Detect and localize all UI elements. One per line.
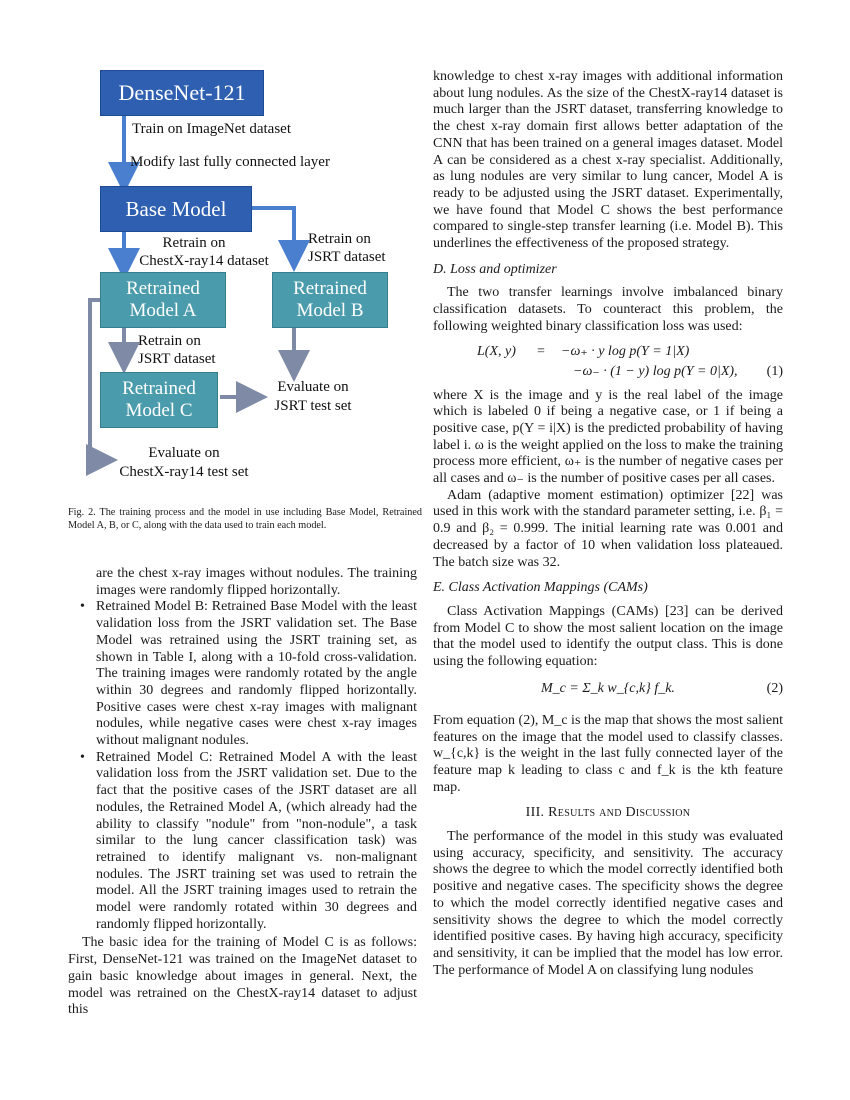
- heading-cams: E. Class Activation Mappings (CAMs): [433, 580, 648, 596]
- paragraph-cams-intro: Class Activation Mappings (CAMs) [23] can be derived from Model C to show the most salient location on the image that the model used to identify the output class. This is done using the following equation:: [433, 603, 783, 670]
- box-retrained-model-a: Retrained Model A: [100, 272, 226, 328]
- equation-1-line2: −ω₋ · (1 − y) log p(Y = 0|X),: [573, 363, 738, 379]
- label-modify-layer: Modify last fully connected layer: [130, 154, 330, 170]
- bullet-model-c-text: Retrained Model C: Retrained Model A with the least validation loss from the JSRT validation set. Due to the fact that the positive cases of the JSRT dataset are all nodules, the Retrained Model A, (which already had the ability to classify "nodule" from "non-nodule", a task similar to the lung cancer classification task) was retrained to identify malignant vs. non-malignant nodules. The JSRT training set was used to retrain the model. All the JSRT training images used to retrain the model were randomly rotated within 30 degrees and randomly flipped horizontally.: [96, 749, 417, 932]
- heading-loss-optimizer: D. Loss and optimizer: [433, 261, 557, 277]
- equation-2-number: (2): [766, 680, 783, 696]
- paragraph-basic-idea: The basic idea for the training of Model C is as follows: First, DenseNet-121 was trained on the ImageNet dataset to gain basic knowledge about images in general. Next, the model was retrained on the ChestX-ray14 dataset to adjust this: [68, 935, 417, 1018]
- right-column: [433, 69, 783, 979]
- box-densenet-121: DenseNet-121: [100, 70, 264, 116]
- paragraph-results: The performance of the model in this study was evaluated using accuracy, specificity, and sensitivity. The accuracy shows the degree to which the model correctly identified both positive and negative cases. The specificity shows the degree to which the model correctly identified negative cases and sensitivity shows the degree to which the model correctly identified positive cases. By having high accuracy, specificity and sensitivity, it can be implied that the model has low error. The performance of Model A on classifying lung nodules: [433, 829, 783, 978]
- label-eval-chestx-line1: Evaluate on: [148, 445, 220, 461]
- equation-2-body: M_c = Σ_k w_{c,k} f_k.: [541, 680, 675, 696]
- label-retrain-jsrt-c-line1: Retrain on: [138, 333, 201, 349]
- label-eval-jsrt-line1: Evaluate on: [277, 379, 349, 395]
- bullet-model-c: • Retrained Model C: Retrained Model A with the least validation loss from the JSRT validation set. Due to the fact that the positive cases of the JSRT dataset are all nodules, the Retrained Model A, (which already had the ability to classify "nodule" from "non-nodule", a task similar to the lung cancer classification task) was retrained to identify malignant vs. non-malignant nodules. The JSRT training set was used to retrain the model. All the JSRT training images used to retrain the model were randomly rotated within 30 degrees and randomly flipped horizontally.: [80, 749, 417, 932]
- box-base-model: Base Model: [100, 186, 252, 232]
- label-retrain-jsrt-c-line2: JSRT dataset: [138, 351, 216, 367]
- paragraph-where: where X is the image and y is the real label of the image which is labeled 0 if being a negative case, or 1 if being a positive case, p(Y = i|X) is the predicted probability of having label i. ω is the weight applied on the loss to make the training process more efficient, ω₊ is the number of negative cases per all cases and ω₋ is the number of positive cases per all cases.: [433, 387, 783, 487]
- paragraph-adam: Adam (adaptive moment estimation) optimizer [22] was used in this work with the standard parameter setting, i.e. β₁ = 0.9 and β₂ = 0.999. The initial learning rate was 0.001 and decreased by a factor of 10 when validation loss plateaued. The batch size was 32.: [433, 487, 783, 570]
- label-retrain-jsrt-b-line1: Retrain on: [308, 231, 371, 247]
- bullet-model-b: • Retrained Model B: Retrained Base Model with the least validation loss from the JSRT validation set. The Base Model was retrained using the JSRT training set, as shown in Table I, along with a 10-fold cross-validation. The training images were randomly rotated by the angle within 30 degrees and randomly flipped horizontally. Positive cases were chest x-ray images with malignant nodules, while negative cases were chest x-ray images without malignant nodules.: [80, 599, 417, 749]
- label-train-imagenet: Train on ImageNet dataset: [132, 121, 291, 137]
- equation-1-lhs: L(X, y): [477, 343, 516, 359]
- box-retrained-model-c: Retrained Model C: [100, 372, 218, 428]
- label-eval-chestx-line2: ChestX-ray14 test set: [119, 464, 249, 480]
- arrow-base-to-model-b: [252, 208, 294, 256]
- paragraph-loss-intro: The two transfer learnings involve imbalanced binary classification datasets. To counteract this problem, the following weighted binary classification loss was used:: [433, 285, 783, 334]
- equation-1-line1: −ω₊ · y log p(Y = 1|X): [561, 343, 690, 359]
- paragraph-knowledge: knowledge to chest x-ray images with additional information about lung nodules. As the size of the ChestX-ray14 dataset is much larger than the JSRT dataset, transferring knowledge to the chest x-ray domain first allows better adaptation of the CNN that has been trained on a general images dataset. Model A can be considered as a chest x-ray specialist. Additionally, as lung nodules are very similar to lung cancer, Model A is ready to be adjusted using the JSRT dataset. Experimentally, we have found that Model C shows the best performance compared to single-step transfer learning (i.e. Model B). This underlines the effectiveness of the proposed strategy.: [433, 69, 783, 252]
- left-column: [68, 566, 417, 1019]
- label-retrain-chestx-line2: ChestX-ray14 dataset: [139, 253, 269, 269]
- section-results-discussion: III. Results and Discussion: [525, 805, 691, 821]
- label-retrain-jsrt-b-line2: JSRT dataset: [308, 249, 386, 265]
- figure-training-process: [62, 60, 422, 500]
- label-retrain-chestx-line1: Retrain on: [162, 235, 226, 251]
- equation-1-number: (1): [766, 363, 783, 379]
- box-retrained-model-b: Retrained Model B: [272, 272, 388, 328]
- equation-1: [433, 336, 783, 388]
- label-eval-jsrt-line2: JSRT test set: [274, 398, 352, 414]
- equation-2: [433, 671, 783, 713]
- figure-caption: Fig. 2. The training process and the model in use including Base Model, Retrained Model A, B, or C, along with the data used to train each model.: [68, 507, 422, 531]
- paragraph-equation-2: From equation (2), M_c is the map that shows the most salient features on the image that the model used to classify classes. w_{c,k} is the weight in the last fully connected layer of the feature map k leading to class c and f_k is the kth feature map.: [433, 712, 783, 795]
- bullet-model-b-text: Retrained Model B: Retrained Base Model with the least validation loss from the JSRT validation set. The Base Model was retrained using the JSRT training set, as shown in Table I, along with a 10-fold cross-validation. The training images were randomly rotated by the angle within 30 degrees and randomly flipped horizontally. Positive cases were chest x-ray images with malignant nodules, while negative cases were chest x-ray images without malignant nodules.: [96, 599, 417, 749]
- equation-1-equals: =: [537, 343, 545, 359]
- bullet-a-continuation: are the chest x-ray images without nodules. The training images were randomly flipped horizontally.: [96, 566, 417, 598]
